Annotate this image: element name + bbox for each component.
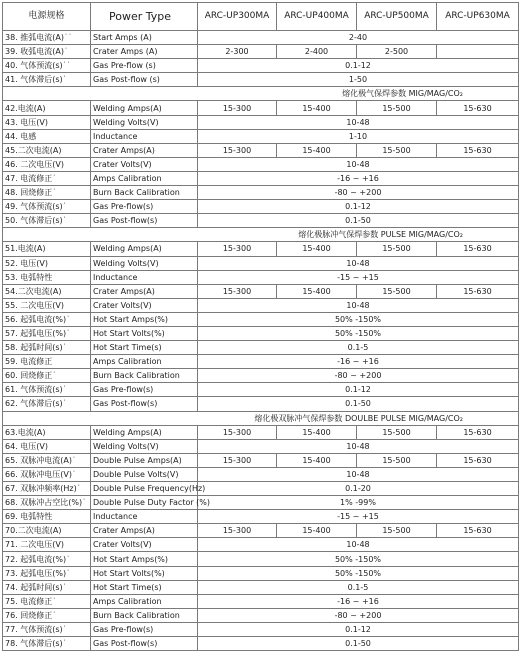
table-row: [3, 397, 519, 411]
table-row: [3, 256, 519, 270]
param-value: -80 ~ +200: [198, 186, 519, 200]
param-label-en: Gas Post-flow(s): [91, 637, 198, 651]
param-label-en: Inductance: [91, 270, 198, 284]
table-row: [3, 622, 519, 636]
param-value: 15-500: [357, 242, 437, 256]
param-label-en: Crater Volts(V): [91, 298, 198, 312]
param-value: [437, 45, 519, 59]
param-value: -80 ~ +200: [198, 369, 519, 383]
param-value: 15-630: [437, 242, 519, 256]
param-label-en: Gas Post-flow (s): [91, 73, 198, 87]
table-row: [3, 369, 519, 383]
param-value: 15-300: [198, 524, 277, 538]
param-label-cn: 76. 回烧修正˙: [3, 608, 91, 622]
param-label-cn: 39. 收弧电流(A)˙: [3, 45, 91, 59]
param-value: 0.1-12: [198, 622, 519, 636]
param-label-cn: 67. 双脉冲频率(Hz)˙: [3, 482, 91, 496]
section-title: 熔化极双脉冲气保焊参数 DOULBE PULSE MIG/MAG/CO₂: [3, 411, 519, 425]
param-value: 15-300: [198, 284, 277, 298]
table-row: [3, 496, 519, 510]
table-row: [3, 101, 519, 115]
param-label-cn: 49. 气体预流(s)˙: [3, 200, 91, 214]
param-label-cn: 65. 双脉冲电流(A)˙: [3, 453, 91, 467]
param-label-en: Crater Amps(A): [91, 284, 198, 298]
param-label-en: Welding Volts(V): [91, 256, 198, 270]
table-row: [3, 453, 519, 467]
param-label-cn: 52. 电压(V): [3, 256, 91, 270]
param-value: 0.1-20: [198, 482, 519, 496]
param-value: 2-400: [277, 45, 357, 59]
param-value: 0.1-5: [198, 580, 519, 594]
table-row: [3, 73, 519, 87]
param-label-cn: 59. 电流修正: [3, 355, 91, 369]
header-model: ARC-UP400MA: [277, 3, 357, 31]
param-label-en: Welding Volts(V): [91, 115, 198, 129]
param-label-en: Gas Post-flow(s): [91, 397, 198, 411]
param-label-cn: 42.电流(A): [3, 101, 91, 115]
param-value: 15-300: [198, 242, 277, 256]
param-label-en: Hot Start Volts(%): [91, 566, 198, 580]
spec-table: [2, 2, 519, 651]
table-row: [3, 341, 519, 355]
param-label-cn: 41. 气体滞后(s)˙: [3, 73, 91, 87]
param-value: 15-630: [437, 524, 519, 538]
param-value: 0.1-50: [198, 637, 519, 651]
param-value: 15-300: [198, 425, 277, 439]
param-label-cn: 55. 二次电压(V): [3, 298, 91, 312]
table-row: [3, 115, 519, 129]
param-label-cn: 68. 双脉冲占空比(%)˙: [3, 496, 91, 510]
param-label-cn: 53. 电弧特性: [3, 270, 91, 284]
section-title: 熔化极气保焊参数 MIG/MAG/CO₂: [3, 87, 519, 101]
param-label-en: Hot Start Time(s): [91, 341, 198, 355]
param-value: 0.1-50: [198, 214, 519, 228]
param-label-cn: 70.二次电流(A): [3, 524, 91, 538]
param-value: 2-500: [357, 45, 437, 59]
param-label-cn: 78. 气体滞后(s)˙: [3, 637, 91, 651]
param-label-en: Double Pulse Duty Factor (%): [91, 496, 198, 510]
param-label-cn: 73. 起弧电压(%)˙: [3, 566, 91, 580]
param-label-cn: 69. 电弧特性: [3, 510, 91, 524]
section-title: 熔化极脉冲气保焊参数 PULSE MIG/MAG/CO₂: [3, 228, 519, 242]
param-label-en: Hot Start Amps(%): [91, 552, 198, 566]
param-label-cn: 48. 回烧修正˙: [3, 186, 91, 200]
param-value: 15-500: [357, 524, 437, 538]
table-row: [3, 143, 519, 157]
table-row: [3, 552, 519, 566]
param-value: 50% -150%: [198, 312, 519, 326]
param-value: 10-48: [198, 538, 519, 552]
param-label-cn: 71. 二次电压(V): [3, 538, 91, 552]
param-label-en: Welding Amps(A): [91, 425, 198, 439]
param-label-en: Amps Calibration: [91, 355, 198, 369]
param-value: 15-400: [277, 284, 357, 298]
param-label-cn: 51.电流(A): [3, 242, 91, 256]
param-label-en: Burn Back Calibration: [91, 608, 198, 622]
param-value: 2-40: [198, 31, 519, 45]
param-value: 2-300: [198, 45, 277, 59]
param-label-en: Double Pulse Amps(A): [91, 453, 198, 467]
param-label-en: Amps Calibration: [91, 171, 198, 185]
param-value: 15-500: [357, 425, 437, 439]
param-value: 15-400: [277, 242, 357, 256]
param-value: 15-300: [198, 143, 277, 157]
param-label-en: Crater Amps(A): [91, 524, 198, 538]
param-label-cn: 38. 推弧电流(A)˙˙: [3, 31, 91, 45]
param-value: 15-300: [198, 101, 277, 115]
section-header-row: [3, 411, 519, 425]
param-value: 1-10: [198, 129, 519, 143]
param-value: 15-630: [437, 101, 519, 115]
param-label-cn: 66. 双脉冲电压(V)˙: [3, 467, 91, 481]
param-value: 15-500: [357, 143, 437, 157]
header-model: ARC-UP500MA: [357, 3, 437, 31]
param-value: -16 ~ +16: [198, 171, 519, 185]
table-row: [3, 59, 519, 73]
param-label-en: Gas Post-flow(s): [91, 214, 198, 228]
table-row: [3, 298, 519, 312]
param-value: 15-630: [437, 143, 519, 157]
param-value: 50% -150%: [198, 552, 519, 566]
param-value: 10-48: [198, 467, 519, 481]
param-label-en: Welding Amps(A): [91, 101, 198, 115]
table-row: [3, 312, 519, 326]
param-label-en: Inductance: [91, 129, 198, 143]
table-row: [3, 214, 519, 228]
section-header-row: [3, 87, 519, 101]
param-label-en: Hot Start Time(s): [91, 580, 198, 594]
table-row: [3, 200, 519, 214]
table-row: [3, 45, 519, 59]
table-row: [3, 171, 519, 185]
param-value: 10-48: [198, 115, 519, 129]
param-label-en: Hot Start Volts(%): [91, 326, 198, 340]
param-value: -15 ~ +15: [198, 270, 519, 284]
param-value: 15-400: [277, 143, 357, 157]
param-value: 1-50: [198, 73, 519, 87]
table-row: [3, 637, 519, 651]
param-value: 15-500: [357, 453, 437, 467]
param-label-cn: 50. 气体滞后(s)˙: [3, 214, 91, 228]
param-label-en: Gas Pre-flow(s): [91, 383, 198, 397]
table-header-row: [3, 3, 519, 31]
param-label-cn: 45.二次电流(A): [3, 143, 91, 157]
param-label-cn: 43. 电压(V): [3, 115, 91, 129]
param-label-en: Hot Start Amps(%): [91, 312, 198, 326]
param-value: 50% -150%: [198, 326, 519, 340]
table-row: [3, 524, 519, 538]
param-value: 15-630: [437, 453, 519, 467]
table-row: [3, 383, 519, 397]
table-row: [3, 608, 519, 622]
param-value: 15-630: [437, 284, 519, 298]
param-label-en: Welding Amps(A): [91, 242, 198, 256]
table-row: [3, 355, 519, 369]
param-value: -16 ~ +16: [198, 594, 519, 608]
param-value: -16 ~ +16: [198, 355, 519, 369]
table-row: [3, 594, 519, 608]
param-value: 10-48: [198, 439, 519, 453]
table-row: [3, 270, 519, 284]
param-label-en: Amps Calibration: [91, 594, 198, 608]
param-label-en: Start Amps (A): [91, 31, 198, 45]
param-label-cn: 62. 气体滞后(s)˙: [3, 397, 91, 411]
param-label-en: Gas Pre-flow(s): [91, 200, 198, 214]
header-spec: 电源规格: [3, 3, 91, 31]
param-label-cn: 72. 起弧电流(%)˙: [3, 552, 91, 566]
table-row: [3, 538, 519, 552]
param-label-en: Inductance: [91, 510, 198, 524]
param-value: 0.1-5: [198, 341, 519, 355]
param-label-cn: 63.电流(A): [3, 425, 91, 439]
param-label-cn: 64. 电压(V): [3, 439, 91, 453]
param-label-en: Burn Back Calibration: [91, 369, 198, 383]
param-label-cn: 77. 气体预流(s)˙: [3, 622, 91, 636]
section-header-row: [3, 228, 519, 242]
table-row: [3, 510, 519, 524]
header-model: ARC-UP630MA: [437, 3, 519, 31]
param-label-en: Crater Volts(V): [91, 538, 198, 552]
param-value: 15-300: [198, 453, 277, 467]
table-row: [3, 157, 519, 171]
param-label-en: Burn Back Calibration: [91, 186, 198, 200]
table-row: [3, 284, 519, 298]
param-value: 0.1-12: [198, 200, 519, 214]
param-value: 10-48: [198, 256, 519, 270]
param-label-cn: 58. 起弧时间(s)˙: [3, 341, 91, 355]
param-value: 15-400: [277, 101, 357, 115]
param-label-en: Gas Pre-flow(s): [91, 622, 198, 636]
param-label-cn: 40. 气体预流(s)˙˙: [3, 59, 91, 73]
param-label-cn: 56. 起弧电流(%)˙: [3, 312, 91, 326]
table-row: [3, 580, 519, 594]
param-value: -80 ~ +200: [198, 608, 519, 622]
table-row: [3, 467, 519, 481]
param-label-cn: 57. 起弧电压(%)˙: [3, 326, 91, 340]
param-value: 15-500: [357, 101, 437, 115]
param-label-en: Crater Amps (A): [91, 45, 198, 59]
param-label-cn: 44. 电感: [3, 129, 91, 143]
table-row: [3, 242, 519, 256]
param-label-en: Welding Volts(V): [91, 439, 198, 453]
param-value: 10-48: [198, 157, 519, 171]
header-model: ARC-UP300MA: [198, 3, 277, 31]
param-label-cn: 61. 气体预流(s)˙: [3, 383, 91, 397]
param-value: 15-400: [277, 524, 357, 538]
param-label-cn: 60. 回烧修正˙: [3, 369, 91, 383]
param-value: 15-400: [277, 453, 357, 467]
param-label-en: Double Pulse Volts(V): [91, 467, 198, 481]
param-label-en: Crater Amps(A): [91, 143, 198, 157]
table-row: [3, 425, 519, 439]
param-value: 15-400: [277, 425, 357, 439]
table-body: [3, 31, 519, 651]
table-row: [3, 129, 519, 143]
param-label-en: Double Pulse Frequency(Hz): [91, 482, 198, 496]
param-value: 15-630: [437, 425, 519, 439]
param-value: 0.1-50: [198, 397, 519, 411]
header-power-type: Power Type: [91, 3, 198, 31]
param-label-cn: 46. 二次电压(V): [3, 157, 91, 171]
param-value: 15-500: [357, 284, 437, 298]
param-value: 0.1-12: [198, 383, 519, 397]
param-label-cn: 74. 起弧时间(s)˙: [3, 580, 91, 594]
param-value: 10-48: [198, 298, 519, 312]
param-label-cn: 75. 电流修正˙: [3, 594, 91, 608]
table-row: [3, 482, 519, 496]
param-value: 0.1-12: [198, 59, 519, 73]
param-value: -15 ~ +15: [198, 510, 519, 524]
param-label-en: Gas Pre-flow (s): [91, 59, 198, 73]
table-row: [3, 439, 519, 453]
param-label-cn: 54.二次电流(A): [3, 284, 91, 298]
param-value: 50% -150%: [198, 566, 519, 580]
param-label-cn: 47. 电流修正˙: [3, 171, 91, 185]
table-row: [3, 326, 519, 340]
param-label-en: Crater Volts(V): [91, 157, 198, 171]
table-row: [3, 566, 519, 580]
table-row: [3, 31, 519, 45]
param-value: 1% -99%: [198, 496, 519, 510]
table-row: [3, 186, 519, 200]
